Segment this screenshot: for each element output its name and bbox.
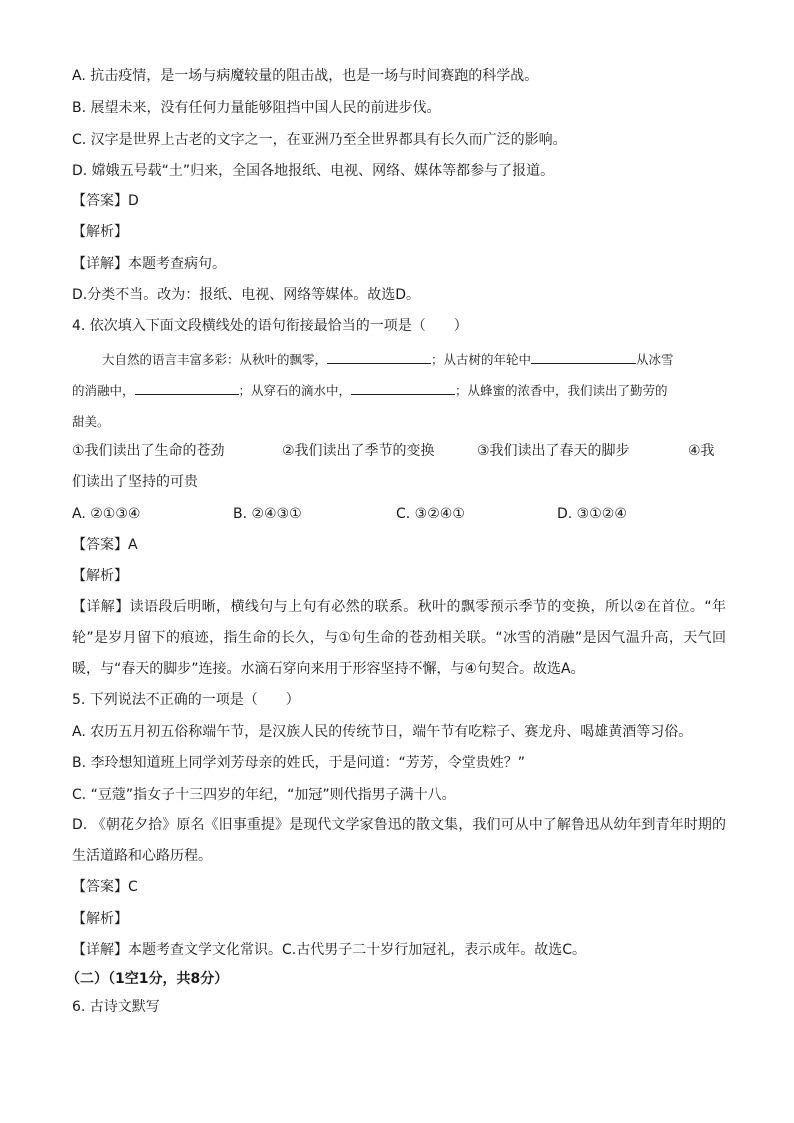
- q4-choice-b: B. ②④③①: [233, 506, 302, 522]
- section-two-heading: （二）（1空1分，共8分）: [66, 971, 229, 987]
- q6-stem: 6. 古诗文默写: [72, 999, 160, 1015]
- q4-item-2: ②我们读出了季节的变换: [282, 443, 435, 459]
- q3-option-c: C. 汉字是世界上古老的文字之一，在亚洲乃至全世界都具有长久而广泛的影响。: [72, 132, 567, 148]
- q4-answer: 【答案】A: [72, 537, 138, 553]
- passage-text-3: 从冰雪: [636, 352, 674, 367]
- q5-option-d: D. 《朝花夕拾》原名《旧事重提》是现代文学家鲁迅的散文集，我们可从中了解鲁迅从幼年到青年时期的生活道路和心路历程。: [72, 817, 726, 864]
- blank-2: [531, 349, 636, 364]
- q5-stem: 5. 下列说法不正确的一项是（ ）: [72, 692, 300, 708]
- passage-line-3: [72, 406, 726, 437]
- blank-1: [327, 349, 431, 364]
- q3-analysis-label: 【解析】: [72, 224, 128, 240]
- passage-text-1: 大自然的语言丰富多彩：从秋叶的飘零，: [102, 352, 328, 367]
- passage-text-6: ；从蜂蜜的浓香中，我们读出了勤劳的: [455, 383, 668, 398]
- q4-detail: 【详解】读语段后明晰，横线句与上句有必然的联系。秋叶的飘零预示季节的变换，所以②在首位。“年轮”是岁月留下的痕迹，指生命的长久，与①句生命的苍劲相关联。“冰雪的消融”是因气温升高，天气回暖，与“春天的脚步”连接。水滴石穿向来用于形容坚持不懈，与④句契合。故选A。: [72, 599, 726, 677]
- q3-option-b: B. 展望未来，没有任何力量能够阻挡中国人民的前进步伐。: [72, 100, 441, 116]
- q5-answer: 【答案】C: [72, 879, 138, 895]
- passage-text-5: ；从穿石的滴水中，: [238, 383, 352, 398]
- q4-choice-d: D. ③①②④: [557, 506, 627, 522]
- q3-answer: 【答案】D: [72, 193, 139, 209]
- q3-option-a: A. 抗击疫情，是一场与病魔较量的阻击战，也是一场与时间赛跑的科学战。: [72, 68, 539, 84]
- blank-4: [351, 380, 455, 395]
- q4-stem: 4. 依次填入下面文段横线处的语句衔接最恰当的一项是（ ）: [72, 318, 468, 334]
- passage-line-2: [72, 375, 726, 406]
- q3-detail-1: 【详解】本题考查病句。: [72, 256, 226, 272]
- passage-text-2: ；从古树的年轮中: [431, 352, 532, 367]
- q4-items-line-2: 们读出了坚持的可贵: [72, 474, 198, 490]
- q3-detail-2: D.分类不当。改为：报纸、电视、网络等媒体。故选D。: [72, 287, 421, 303]
- q4-passage: [72, 344, 726, 437]
- blank-3: [135, 380, 239, 395]
- q4-item-1: ①我们读出了生命的苍劲: [72, 443, 225, 459]
- passage-text-4: 的消融中，: [72, 383, 135, 398]
- q5-option-a: A. 农历五月初五俗称端午节，是汉族人民的传统节日，端午节有吃粽子、赛龙舟、喝雄黄酒等习俗。: [72, 724, 693, 740]
- passage-line-1: [72, 344, 726, 375]
- q4-item-3: ③我们读出了春天的脚步: [477, 443, 630, 459]
- q3-option-d: D. 嫦娥五号载“土”归来，全国各地报纸、电视、网络、媒体等都参与了报道。: [72, 163, 555, 179]
- q5-option-b: B. 李玲想知道班上同学刘芳母亲的姓氏，于是问道：“芳芳，令堂贵姓？”: [72, 755, 526, 771]
- q4-item-4: ④我: [688, 443, 715, 459]
- passage-text-7: 甜美。: [72, 414, 110, 429]
- q5-detail: 【详解】本题考查文学文化常识。C.古代男子二十岁行加冠礼，表示成年。故选C。: [72, 942, 586, 958]
- q4-choice-c: C. ③②④①: [396, 506, 465, 522]
- q4-choice-a: A. ②①③④: [72, 506, 141, 522]
- q5-analysis-label: 【解析】: [72, 911, 128, 927]
- q5-option-c: C. “豆蔻”指女子十三四岁的年纪，“加冠”则代指男子满十八。: [72, 787, 456, 803]
- q4-analysis-label: 【解析】: [72, 568, 128, 584]
